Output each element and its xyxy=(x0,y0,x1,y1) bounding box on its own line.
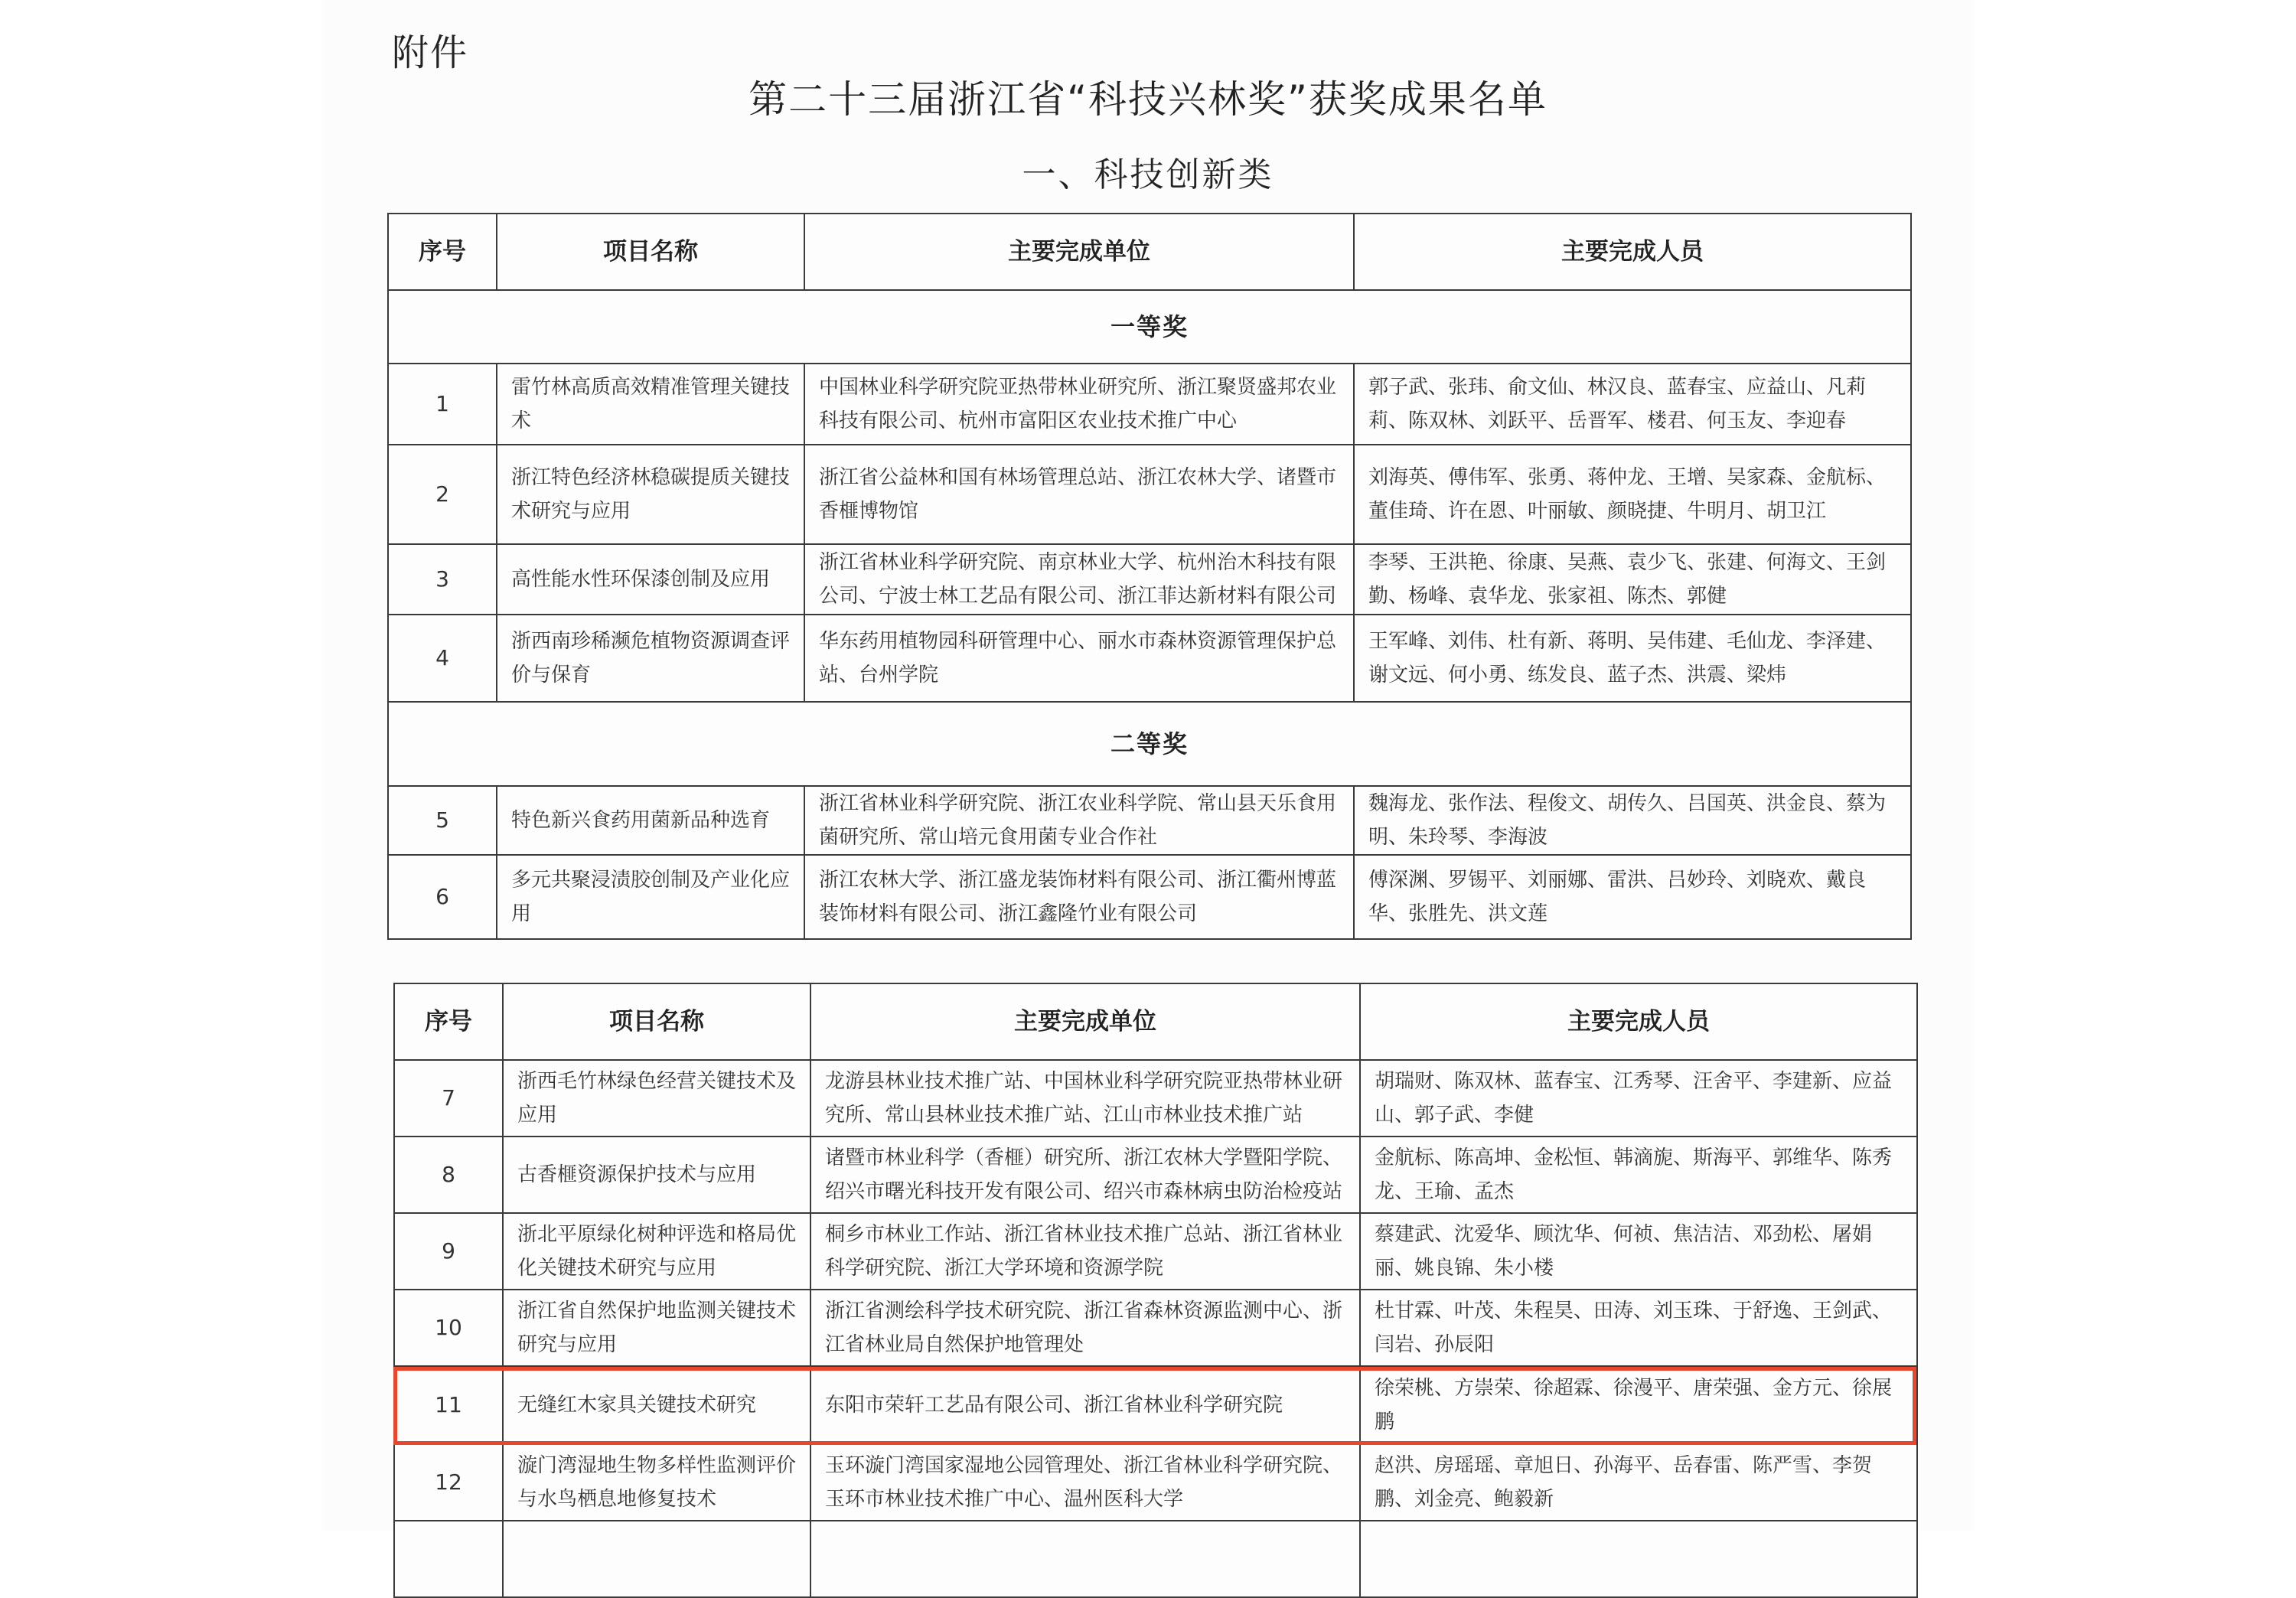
row-units: 浙江农林大学、浙江盛龙装饰材料有限公司、浙江衢州博蓝装饰材料有限公司、浙江鑫隆竹业有限公司 xyxy=(804,855,1354,939)
header-people: 主要完成人员 xyxy=(1360,983,1917,1060)
row-number: 7 xyxy=(394,1060,503,1137)
row-units: 龙游县林业技术推广站、中国林业科学研究院亚热带林业研究所、常山县林业技术推广站、江山市林业技术推广站 xyxy=(810,1060,1360,1137)
row-project: 浙北平原绿化树种评选和格局优化关键技术研究与应用 xyxy=(503,1213,810,1290)
table-row xyxy=(388,855,1911,939)
table-row xyxy=(388,786,1911,855)
document-title: 第二十三届浙江省“科技兴林奖”获奖成果名单 xyxy=(748,77,1548,122)
row-units: 桐乡市林业工作站、浙江省林业技术推广总站、浙江省林业科学研究院、浙江大学环境和资源学院 xyxy=(810,1213,1360,1290)
row-people: 蔡建武、沈爱华、顾沈华、何祯、焦洁洁、邓劲松、屠娟丽、姚良锦、朱小楼 xyxy=(1360,1213,1917,1290)
row-people: 刘海英、傅伟军、张勇、蒋仲龙、王增、吴家森、金航标、董佳琦、许在恩、叶丽敏、颜晓捷、牛明月、胡卫江 xyxy=(1354,445,1911,544)
table-row xyxy=(394,1444,1917,1521)
table-header-row xyxy=(394,983,1917,1060)
row-people: 赵洪、房瑶瑶、章旭日、孙海平、岳春雷、陈严雪、李贺鹏、刘金亮、鲍毅新 xyxy=(1360,1444,1917,1521)
row-units: 浙江省公益林和国有林场管理总站、浙江农林大学、诸暨市香榧博物馆 xyxy=(804,445,1354,544)
row-number: 3 xyxy=(388,544,497,615)
first-prize-label: 一等奖 xyxy=(388,290,1911,364)
second-prize-label: 二等奖 xyxy=(388,702,1911,786)
row-project: 高性能水性环保漆创制及应用 xyxy=(497,544,804,615)
awards-table-page-2 xyxy=(393,983,1918,1598)
awards-table-page-1 xyxy=(387,213,1912,940)
row-project: 雷竹林高质高效精准管理关键技术 xyxy=(497,364,804,445)
row-people: 徐荣桃、方崇荣、徐超霖、徐漫平、唐荣强、金方元、徐展鹏 xyxy=(1360,1366,1917,1444)
table-row xyxy=(394,1137,1917,1213)
header-units: 主要完成单位 xyxy=(804,214,1354,290)
row-project: 浙西毛竹林绿色经营关键技术及应用 xyxy=(503,1060,810,1137)
header-units: 主要完成单位 xyxy=(810,983,1360,1060)
row-people: 杜甘霖、叶茂、朱程昊、田涛、刘玉珠、于舒逸、王剑武、闫岩、孙辰阳 xyxy=(1360,1290,1917,1366)
row-number: 8 xyxy=(394,1137,503,1213)
row-number: 4 xyxy=(388,615,497,702)
row-number: 1 xyxy=(388,364,497,445)
row-project: 浙西南珍稀濒危植物资源调查评价与保育 xyxy=(497,615,804,702)
row-units: 浙江省林业科学研究院、浙江农业科学院、常山县天乐食用菌研究所、常山培元食用菌专业合作社 xyxy=(804,786,1354,855)
row-project: 浙江省自然保护地监测关键技术研究与应用 xyxy=(503,1290,810,1366)
row-project: 无缝红木家具关键技术研究 xyxy=(503,1366,810,1444)
row-units: 浙江省林业科学研究院、南京林业大学、杭州治木科技有限公司、宁波士林工艺品有限公司、浙江菲达新材料有限公司 xyxy=(804,544,1354,615)
row-project: 古香榧资源保护技术与应用 xyxy=(503,1137,810,1213)
row-number: 5 xyxy=(388,786,497,855)
row-units: 玉环漩门湾国家湿地公园管理处、浙江省林业科学研究院、玉环市林业技术推广中心、温州医科大学 xyxy=(810,1444,1360,1521)
header-number: 序号 xyxy=(394,983,503,1060)
row-units: 中国林业科学研究院亚热带林业研究所、浙江聚贤盛邦农业科技有限公司、杭州市富阳区农业技术推广中心 xyxy=(804,364,1354,445)
row-number: 9 xyxy=(394,1213,503,1290)
row-people: 魏海龙、张作法、程俊文、胡传久、吕国英、洪金良、蔡为明、朱玲琴、李海波 xyxy=(1354,786,1911,855)
row-people: 王军峰、刘伟、杜有新、蒋明、吴伟建、毛仙龙、李泽建、谢文远、何小勇、练发良、蓝子杰、洪震、梁炜 xyxy=(1354,615,1911,702)
table-row xyxy=(388,544,1911,615)
row-project: 多元共聚浸渍胶创制及产业化应用 xyxy=(497,855,804,939)
header-project-name: 项目名称 xyxy=(503,983,810,1060)
row-project: 漩门湾湿地生物多样性监测评价与水鸟栖息地修复技术 xyxy=(503,1444,810,1521)
table-row-highlighted xyxy=(394,1366,1917,1444)
row-units: 东阳市荣轩工艺品有限公司、浙江省林业科学研究院 xyxy=(810,1366,1360,1444)
header-number: 序号 xyxy=(388,214,497,290)
row-number: 11 xyxy=(394,1366,503,1444)
row-people: 傅深渊、罗锡平、刘丽娜、雷洪、吕妙玲、刘晓欢、戴良华、张胜先、洪文莲 xyxy=(1354,855,1911,939)
row-project: 特色新兴食药用菌新品种选育 xyxy=(497,786,804,855)
table-row xyxy=(394,1060,1917,1137)
row-units: 浙江省测绘科学技术研究院、浙江省森林资源监测中心、浙江省林业局自然保护地管理处 xyxy=(810,1290,1360,1366)
row-number: 12 xyxy=(394,1444,503,1521)
row-number: 2 xyxy=(388,445,497,544)
row-number: 6 xyxy=(388,855,497,939)
row-people: 郭子武、张玮、俞文仙、林汉良、蓝春宝、应益山、凡莉莉、陈双林、刘跃平、岳晋军、楼君、何玉友、李迎春 xyxy=(1354,364,1911,445)
table-row xyxy=(394,1213,1917,1290)
row-number: 10 xyxy=(394,1290,503,1366)
table-row xyxy=(394,1290,1917,1366)
attachment-label: 附件 xyxy=(392,31,469,74)
row-project: 浙江特色经济林稳碳提质关键技术研究与应用 xyxy=(497,445,804,544)
first-prize-row xyxy=(388,290,1911,364)
second-prize-row xyxy=(388,702,1911,786)
table-row xyxy=(388,364,1911,445)
row-people: 金航标、陈高坤、金松恒、韩滴旎、斯海平、郭维华、陈秀龙、王瑜、孟杰 xyxy=(1360,1137,1917,1213)
row-people: 胡瑞财、陈双林、蓝春宝、江秀琴、汪舍平、李建新、应益山、郭子武、李健 xyxy=(1360,1060,1917,1137)
row-units: 华东药用植物园科研管理中心、丽水市森林资源管理保护总站、台州学院 xyxy=(804,615,1354,702)
table-header-row xyxy=(388,214,1911,290)
row-units: 诸暨市林业科学（香榧）研究所、浙江农林大学暨阳学院、绍兴市曙光科技开发有限公司、绍兴市森林病虫防治检疫站 xyxy=(810,1137,1360,1213)
table-row xyxy=(388,615,1911,702)
header-project-name: 项目名称 xyxy=(497,214,804,290)
row-people: 李琴、王洪艳、徐康、吴燕、袁少飞、张建、何海文、王剑勤、杨峰、袁华龙、张家祖、陈杰、郭健 xyxy=(1354,544,1911,615)
table-row-cut-off xyxy=(394,1521,1917,1597)
header-people: 主要完成人员 xyxy=(1354,214,1911,290)
table-row xyxy=(388,445,1911,544)
section-title: 一、科技创新类 xyxy=(1022,155,1274,194)
